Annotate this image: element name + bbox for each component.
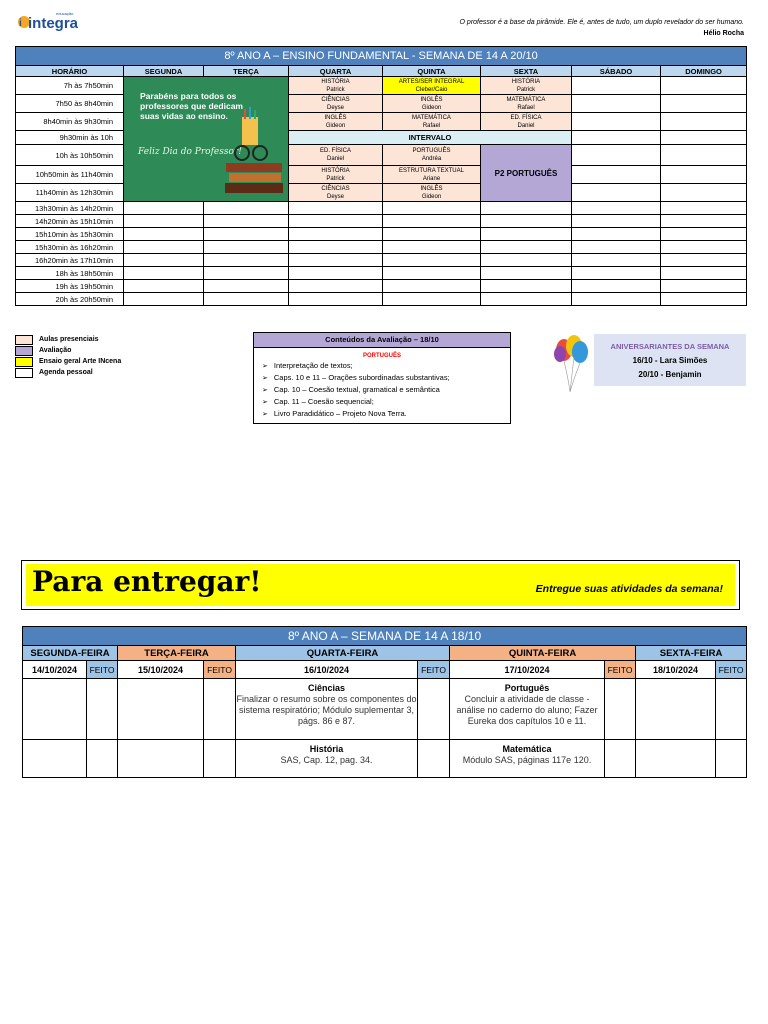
schedule-title: 8º ANO A – ENSINO FUNDAMENTAL - SEMANA DE 14 A 20/10 — [16, 47, 747, 66]
empty-cell — [572, 131, 661, 145]
time-slot: 8h40min às 9h30min — [16, 113, 124, 131]
task-cell: Matemática Módulo SAS, páginas 117e 120. — [450, 740, 605, 778]
evaluation-subject: PORTUGUÊS — [362, 353, 401, 359]
empty-cell — [661, 131, 747, 145]
class-cell: CIÊNCIAS Deyse — [289, 95, 383, 113]
empty-cell — [572, 166, 661, 184]
done-header: FEITO — [87, 661, 118, 679]
class-cell: HISTÓRIA Patrick — [481, 77, 572, 95]
done-header: FEITO — [716, 661, 747, 679]
class-cell: ED. FÍSICA Daniel — [289, 145, 383, 166]
header-quote — [460, 17, 744, 39]
evaluation-list — [254, 360, 510, 420]
time-slot: 7h às 7h50min — [16, 77, 124, 95]
col-header: DOMINGO — [661, 66, 747, 77]
list-item: ➢ Interpretação de textos; — [276, 360, 510, 372]
card-greeting: Feliz Dia do Professor! — [138, 147, 242, 157]
done-header: FEITO — [204, 661, 236, 679]
class-cell: PORTUGUÊS Andréa — [383, 145, 481, 166]
done-header: FEITO — [605, 661, 636, 679]
quote-text: O professor é a base da pirâmide. Ele é, antes de tudo, um duplo revelador do ser humano. — [459, 19, 744, 26]
time-slot: 14h20min às 15h10min — [16, 215, 124, 228]
evaluation-content-box — [253, 332, 511, 424]
done-checkbox[interactable] — [605, 679, 636, 740]
class-cell: INGLÊS Gideon — [383, 95, 481, 113]
time-slot: 20h às 20h50min — [16, 293, 124, 306]
legend-item: Agenda pessoal — [15, 367, 121, 378]
balloons-icon — [552, 332, 592, 394]
col-header: SEXTA — [481, 66, 572, 77]
list-item: ➢ Livro Paradidático – Projeto Nova Terra. — [276, 408, 510, 420]
list-item: ➢ Caps. 10 e 11 – Orações subordinadas substantivas; — [276, 372, 510, 384]
legend-item: Ensaio geral Arte INcena — [15, 356, 121, 367]
done-checkbox[interactable] — [605, 740, 636, 778]
day-header: QUARTA-FEIRA — [236, 646, 450, 661]
empty-cell — [572, 95, 661, 113]
done-checkbox[interactable] — [87, 740, 118, 778]
time-slot: 9h30min às 10h — [16, 131, 124, 145]
quote-author: Hélio Rocha — [703, 30, 744, 37]
done-checkbox[interactable] — [87, 679, 118, 740]
date-cell: 16/10/2024 — [236, 661, 418, 679]
time-slot: 15h30min às 16h20min — [16, 241, 124, 254]
time-slot: 18h às 18h50min — [16, 267, 124, 280]
svg-text:educação: educação — [56, 11, 74, 16]
class-cell: ED. FÍSICA Daniel — [481, 113, 572, 131]
list-item: ➢ Cap. 10 – Coesão textual, gramatical e semântica — [276, 384, 510, 396]
svg-text:integral: integral — [28, 15, 78, 32]
done-checkbox[interactable] — [204, 740, 236, 778]
books-icon — [224, 107, 284, 197]
empty-cell — [661, 95, 747, 113]
empty-cell — [661, 113, 747, 131]
class-cell: MATEMÁTICA Rafael — [481, 95, 572, 113]
delivery-table — [22, 626, 747, 778]
date-cell: 18/10/2024 — [636, 661, 716, 679]
class-cell: ESTRUTURA TEXTUAL Ariane — [383, 166, 481, 184]
class-cell: HISTÓRIA Patrick — [289, 77, 383, 95]
empty-cell — [661, 145, 747, 166]
birthday-item: 20/10 - Benjamin — [638, 370, 702, 379]
birthdays-box — [594, 334, 746, 386]
banner-title: Para entregar! — [32, 565, 262, 598]
date-cell: 17/10/2024 — [450, 661, 605, 679]
empty-cell — [572, 184, 661, 202]
time-slot: 15h10min às 15h30min — [16, 228, 124, 241]
time-slot: 11h40min às 12h30min — [16, 184, 124, 202]
time-slot: 10h50min às 11h40min — [16, 166, 124, 184]
col-header: QUARTA — [289, 66, 383, 77]
col-header: HORÁRIO — [16, 66, 124, 77]
empty-cell — [572, 145, 661, 166]
col-header: TERÇA — [204, 66, 289, 77]
card-message: Parabéns para todos os professores que dedicam suas vidas ao ensino. — [140, 91, 243, 121]
day-header: SEXTA-FEIRA — [636, 646, 747, 661]
task-cell: História SAS, Cap. 12, pag. 34. — [236, 740, 418, 778]
time-slot: 10h às 10h50min — [16, 145, 124, 166]
evaluation-title: Conteúdos da Avaliação – 18/10 — [254, 333, 510, 348]
done-checkbox[interactable] — [418, 740, 450, 778]
break-cell: INTERVALO — [289, 131, 572, 145]
task-cell: Português Concluir a atividade de classe - análise no caderno do aluno; Fazer Eureka dos capítulos 10 e 11. — [450, 679, 605, 740]
time-slot: 16h20min às 17h10min — [16, 254, 124, 267]
birthdays-title: ANIVERSARIANTES DA SEMANA — [610, 342, 730, 351]
done-checkbox[interactable] — [716, 740, 747, 778]
legend — [15, 334, 121, 378]
done-checkbox[interactable] — [204, 679, 236, 740]
day-header: SEGUNDA-FEIRA — [23, 646, 118, 661]
class-cell: INGLÊS Gideon — [383, 184, 481, 202]
empty-cell — [572, 113, 661, 131]
empty-cell — [661, 184, 747, 202]
empty-cell — [572, 77, 661, 95]
task-cell: Ciências Finalizar o resumo sobre os componentes do sistema respiratório; Módulo suplementar 3, págs. 86 e 87. — [236, 679, 418, 740]
legend-item: Avaliação — [15, 345, 121, 356]
list-item: ➢ Cap. 11 – Coesão sequencial; — [276, 396, 510, 408]
class-cell: ARTES/SER INTEGRAL Cleber/Caio — [383, 77, 481, 95]
done-header: FEITO — [418, 661, 450, 679]
done-checkbox[interactable] — [418, 679, 450, 740]
day-header: TERÇA-FEIRA — [118, 646, 236, 661]
brand-logo — [16, 8, 78, 32]
teachers-day-card — [124, 77, 289, 202]
time-slot: 19h às 19h50min — [16, 280, 124, 293]
done-checkbox[interactable] — [716, 679, 747, 740]
class-cell: MATEMÁTICA Rafael — [383, 113, 481, 131]
legend-item: Aulas presenciais — [15, 334, 121, 345]
time-slot: 13h30min às 14h20min — [16, 202, 124, 215]
delivery-title: 8º ANO A – SEMANA DE 14 A 18/10 — [23, 627, 747, 646]
weekly-schedule-table — [15, 46, 747, 306]
svg-text:i: i — [19, 18, 22, 29]
empty-cell — [661, 77, 747, 95]
class-cell: CIÊNCIAS Deyse — [289, 184, 383, 202]
birthday-item: 16/10 - Lara Simões — [632, 356, 708, 365]
class-cell: HISTÓRIA Patrick — [289, 166, 383, 184]
day-header: QUINTA-FEIRA — [450, 646, 636, 661]
date-cell: 14/10/2024 — [23, 661, 87, 679]
class-cell: INGLÊS Gideon — [289, 113, 383, 131]
col-header: SÁBADO — [572, 66, 661, 77]
date-cell: 15/10/2024 — [118, 661, 204, 679]
col-header: SEGUNDA — [124, 66, 204, 77]
empty-cell — [661, 166, 747, 184]
banner-subtitle: Entregue suas atividades da semana! — [535, 583, 723, 595]
time-slot: 7h50 às 8h40min — [16, 95, 124, 113]
exam-cell: P2 PORTUGUÊS — [481, 145, 572, 202]
col-header: QUINTA — [383, 66, 481, 77]
para-entregar-banner — [21, 560, 740, 610]
